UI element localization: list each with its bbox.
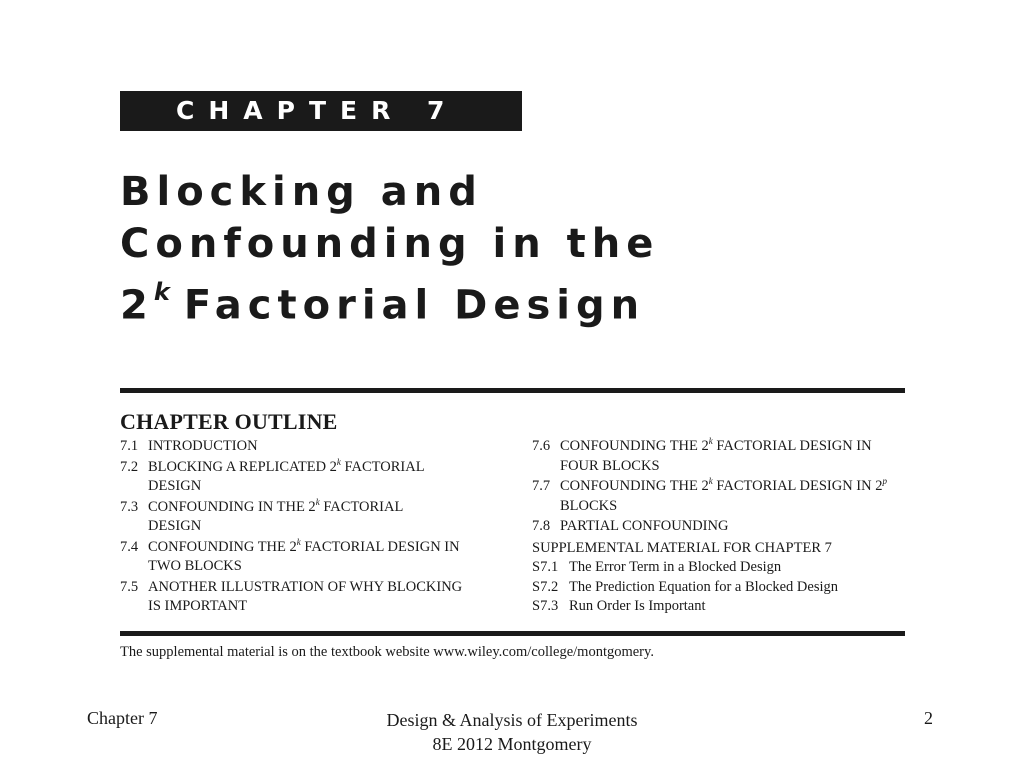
title-rest: Factorial Design xyxy=(183,282,646,329)
outline-exponent: k xyxy=(336,456,341,467)
outline-text-continued: TWO BLOCKS xyxy=(148,558,242,574)
supplemental-number: S7.3 xyxy=(532,598,559,614)
outline-text xyxy=(560,517,728,537)
outline-number: 7.4 xyxy=(120,538,139,555)
outline-item xyxy=(532,477,912,516)
outline-text xyxy=(148,437,258,457)
outline-item xyxy=(120,437,520,457)
supplemental-number: S7.1 xyxy=(532,559,559,575)
outline-number: 7.8 xyxy=(532,518,551,534)
outline-text-continued: FOUR BLOCKS xyxy=(560,457,660,474)
supplemental-item xyxy=(532,558,912,578)
footer-course-line-1: Design & Analysis of Experiments xyxy=(386,710,638,730)
outline-number: 7.3 xyxy=(120,498,139,515)
outline-number: 7.1 xyxy=(120,438,139,454)
title-line-1: Blocking and xyxy=(120,169,483,215)
outline-text-part: FACTORIAL DESIGN IN 2 xyxy=(712,478,883,494)
outline-number: 7.7 xyxy=(532,478,551,494)
top-divider xyxy=(120,388,905,393)
outline-heading: CHAPTER OUTLINE xyxy=(120,409,338,434)
outline-exponent: k xyxy=(296,536,301,547)
supplemental-item xyxy=(532,578,912,598)
outline-text-continued: DESIGN xyxy=(148,478,202,494)
outline-text-part: FACTORIAL DESIGN IN xyxy=(712,438,872,454)
outline-item xyxy=(532,437,912,476)
outline-text-part: FACTORIAL DESIGN IN xyxy=(300,538,460,555)
outline-text xyxy=(148,458,425,497)
title-line-3 xyxy=(120,270,659,331)
outline-number: 7.6 xyxy=(532,438,551,454)
footer-course-line-2: 8E 2012 Montgomery xyxy=(432,734,592,754)
bottom-divider xyxy=(120,631,905,636)
supplemental-text: The Prediction Equation for a Blocked Design xyxy=(569,578,838,595)
outline-text-part: FACTORIAL xyxy=(340,458,425,475)
title-exponent: k xyxy=(153,278,170,306)
outline-text xyxy=(560,437,872,476)
outline-text xyxy=(148,538,460,577)
footer-page-number: 2 xyxy=(924,708,933,728)
supplemental-note: The supplemental material is on the textbook website www.wiley.com/college/montgomery. xyxy=(120,644,654,660)
outline-exponent: p xyxy=(882,476,887,487)
supplemental-text: The Error Term in a Blocked Design xyxy=(569,559,782,575)
outline-text-part: PARTIAL CONFOUNDING xyxy=(560,518,729,534)
supplemental-number: S7.2 xyxy=(532,578,559,595)
outline-exponent: k xyxy=(708,436,713,447)
outline-item xyxy=(532,517,912,537)
outline-text-part: ANOTHER ILLUSTRATION OF WHY BLOCKING xyxy=(148,578,463,595)
outline-text-part: CONFOUNDING THE 2 xyxy=(560,478,709,494)
outline-item xyxy=(120,538,520,577)
chapter-title xyxy=(120,166,659,331)
outline-number: 7.5 xyxy=(120,578,139,595)
outline-text-part: CONFOUNDING THE 2 xyxy=(560,438,709,454)
outline-text-part: CONFOUNDING THE 2 xyxy=(148,538,297,555)
outline-text xyxy=(148,498,403,537)
outline-item xyxy=(120,498,520,537)
outline-exponent: k xyxy=(315,496,320,507)
chapter-banner: CHAPTER 7 xyxy=(120,91,522,131)
footer-chapter: Chapter 7 xyxy=(87,708,158,728)
outline-text-continued: BLOCKS xyxy=(560,497,618,514)
outline-text xyxy=(148,578,462,617)
outline-text-continued: IS IMPORTANT xyxy=(148,598,248,614)
supplemental-heading: SUPPLEMENTAL MATERIAL FOR CHAPTER 7 xyxy=(532,539,832,556)
outline-item xyxy=(120,458,520,497)
supplemental-text: Run Order Is Important xyxy=(569,598,706,614)
outline-text-part: CONFOUNDING IN THE 2 xyxy=(148,498,316,515)
outline-text-part: BLOCKING A REPLICATED 2 xyxy=(148,458,337,475)
outline-exponent: k xyxy=(708,476,713,487)
outline-text xyxy=(560,477,887,516)
outline-number: 7.2 xyxy=(120,458,139,475)
outline-item xyxy=(120,578,520,617)
outline-right-column xyxy=(532,437,912,617)
footer-course xyxy=(312,708,712,756)
supplemental-item xyxy=(532,597,912,617)
outline-text-continued: DESIGN xyxy=(148,518,202,534)
outline-left-column xyxy=(120,437,520,618)
outline-text-part: FACTORIAL xyxy=(319,498,404,515)
title-line-2: Confounding in the xyxy=(120,221,660,267)
outline-text-part: INTRODUCTION xyxy=(148,438,258,454)
title-base: 2 xyxy=(120,282,154,329)
